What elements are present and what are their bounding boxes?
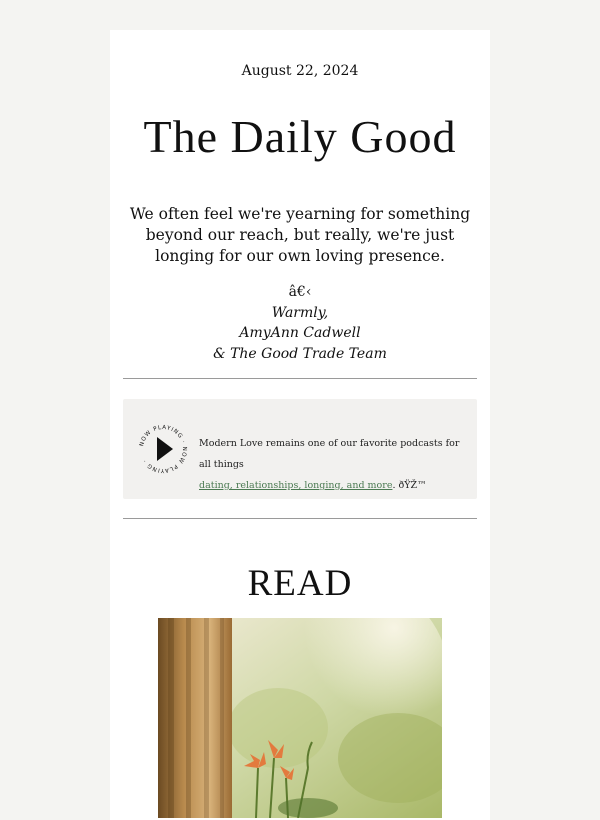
feature-image[interactable] xyxy=(158,618,442,818)
signoff-warmly: Warmly, xyxy=(271,304,329,321)
podcast-link[interactable]: dating, relationships, longing, and more xyxy=(199,480,393,491)
podcast-suffix: . ðŸŽ™ xyxy=(392,480,427,491)
signoff xyxy=(110,282,490,364)
badge-circle-text: NOW PLAYING · NOW PLAYING · xyxy=(139,424,188,474)
daily-quote: We often feel we're yearning for something beyond our reach, but really, we're just longing for our own loving presence. xyxy=(129,205,471,265)
garbled-characters: â€‹ xyxy=(288,284,312,300)
podcast-text: Modern Love remains one of our favorite podcasts for all things xyxy=(199,438,460,470)
signoff-team: & The Good Trade Team xyxy=(213,345,387,362)
section-heading-read: READ xyxy=(247,563,353,604)
signoff-author: AmyAnn Cadwell xyxy=(239,325,361,341)
flower-photo-icon xyxy=(158,618,442,818)
now-playing-badge[interactable] xyxy=(137,419,189,479)
divider xyxy=(123,518,477,519)
newsletter-card xyxy=(110,30,490,820)
brand-title: The Daily Good xyxy=(143,111,457,162)
divider xyxy=(123,378,477,379)
play-icon xyxy=(137,419,189,479)
podcast-description xyxy=(199,433,469,496)
issue-date: August 22, 2024 xyxy=(241,63,359,79)
podcast-callout xyxy=(123,399,477,499)
